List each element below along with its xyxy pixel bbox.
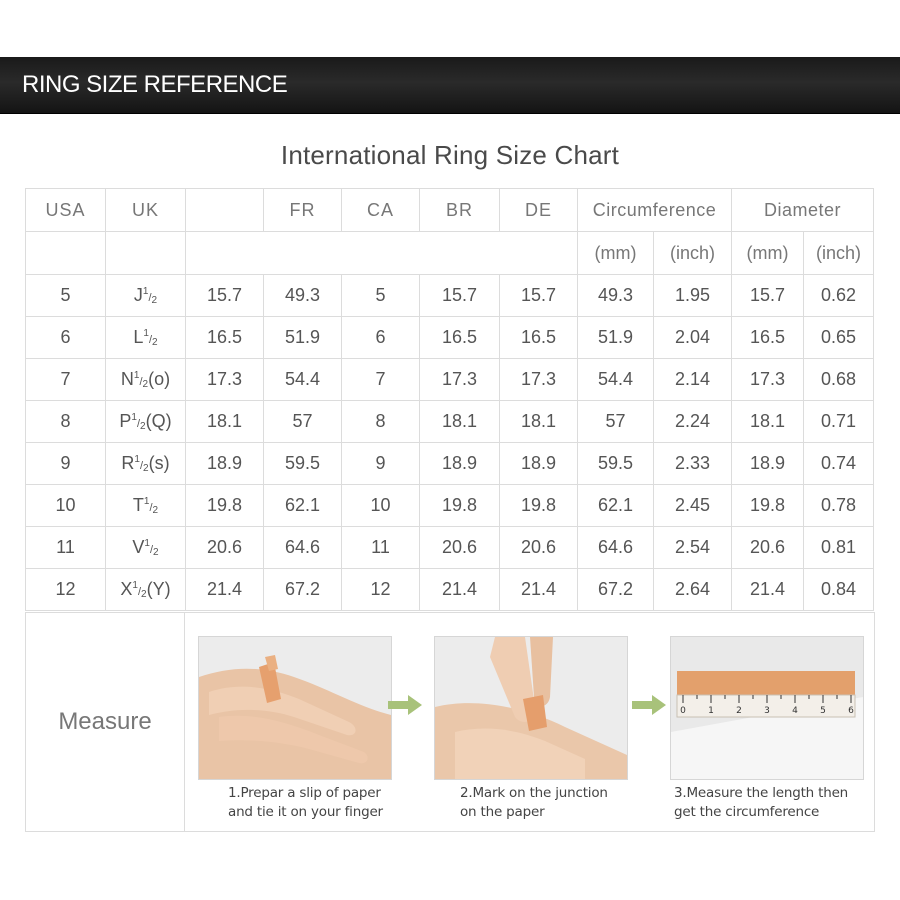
- uk-size-cell: [106, 317, 186, 359]
- dia-mm-unit: (mm): [732, 232, 804, 275]
- uk-letter: R: [121, 453, 135, 473]
- measure-section: [25, 612, 875, 832]
- step-1-line-2: and tie it on your finger: [228, 804, 383, 820]
- step-3-line-2: get the circumference: [674, 804, 820, 820]
- ca-size-cell: 8: [342, 401, 420, 443]
- usa-size-cell: 12: [26, 569, 106, 611]
- header-diameter: Diameter: [732, 189, 874, 232]
- circumference-inch-cell: 2.33: [654, 443, 732, 485]
- uk-fraction-denominator: 2: [151, 295, 158, 306]
- ca-size-cell: 10: [342, 485, 420, 527]
- chart-title: International Ring Size Chart: [280, 140, 620, 170]
- step-3-caption: [674, 784, 848, 822]
- de-size-cell: 19.8: [500, 485, 578, 527]
- ring-size-table: [25, 188, 874, 611]
- table-row: [26, 485, 874, 527]
- de-size-cell: 16.5: [500, 317, 578, 359]
- circumference-inch-cell: 2.14: [654, 359, 732, 401]
- header-banner: [0, 57, 900, 114]
- ruler-digit: 4: [792, 706, 798, 716]
- step-3-line-1: 3.Measure the length then: [674, 785, 849, 801]
- header-ca: CA: [342, 189, 420, 232]
- br-size-cell: 17.3: [420, 359, 500, 401]
- size-value-cell: 19.8: [186, 485, 264, 527]
- diameter-mm-cell: 16.5: [732, 317, 804, 359]
- uk-fraction-numerator: 1: [142, 286, 149, 297]
- uk-size-cell: [106, 401, 186, 443]
- uk-fraction-numerator: 1: [143, 328, 149, 339]
- br-size-cell: 21.4: [420, 569, 500, 611]
- uk-fraction-slash: /: [148, 292, 152, 304]
- diameter-mm-cell: 15.7: [732, 275, 804, 317]
- ruler-digit: 3: [764, 706, 770, 716]
- br-size-cell: 18.1: [420, 401, 500, 443]
- size-value-cell: 20.6: [186, 527, 264, 569]
- br-size-cell: 16.5: [420, 317, 500, 359]
- hand-wrapping-paper-illustration: [199, 637, 391, 779]
- header-blank: [186, 189, 264, 232]
- uk-fraction-numerator: 1: [132, 580, 138, 591]
- table-row: [26, 275, 874, 317]
- size-value-cell: 18.9: [186, 443, 264, 485]
- br-size-cell: 15.7: [420, 275, 500, 317]
- header-uk: UK: [106, 189, 186, 232]
- size-rows: [26, 275, 874, 611]
- uk-alt-size: (Y): [146, 579, 171, 599]
- fr-size-cell: 57: [264, 401, 342, 443]
- uk-fraction-slash: /: [137, 586, 142, 598]
- ca-size-cell: 6: [342, 317, 420, 359]
- fr-size-cell: 62.1: [264, 485, 342, 527]
- circumference-inch-cell: 2.54: [654, 527, 732, 569]
- circumference-mm-cell: 49.3: [578, 275, 654, 317]
- usa-size-cell: 6: [26, 317, 106, 359]
- table-row: [26, 359, 874, 401]
- de-size-cell: 20.6: [500, 527, 578, 569]
- circumference-inch-cell: 2.45: [654, 485, 732, 527]
- uk-size-cell: [106, 569, 186, 611]
- fr-size-cell: 59.5: [264, 443, 342, 485]
- circumference-mm-cell: 64.6: [578, 527, 654, 569]
- fr-size-cell: 67.2: [264, 569, 342, 611]
- unit-row: [26, 232, 874, 275]
- diameter-inch-cell: 0.78: [804, 485, 874, 527]
- de-size-cell: 15.7: [500, 275, 578, 317]
- usa-size-cell: 8: [26, 401, 106, 443]
- header-br: BR: [420, 189, 500, 232]
- br-size-cell: 18.9: [420, 443, 500, 485]
- circumference-mm-cell: 59.5: [578, 443, 654, 485]
- ca-size-cell: 12: [342, 569, 420, 611]
- uk-fraction-denominator: 2: [140, 421, 146, 432]
- uk-fraction-slash: /: [148, 334, 153, 346]
- uk-fraction-slash: /: [149, 502, 153, 514]
- ca-size-cell: 7: [342, 359, 420, 401]
- diameter-mm-cell: 18.1: [732, 401, 804, 443]
- uk-fraction-slash: /: [139, 460, 144, 472]
- ruler-digit: 2: [736, 706, 742, 716]
- table-row: [26, 527, 874, 569]
- usa-size-cell: 5: [26, 275, 106, 317]
- diameter-mm-cell: 18.9: [732, 443, 804, 485]
- table-row: [26, 401, 874, 443]
- ruler-digit: 5: [820, 706, 826, 716]
- uk-letter: N: [120, 369, 134, 389]
- ruler-measuring-paper-photo: [670, 636, 864, 780]
- uk-alt-size: (s): [148, 453, 170, 473]
- circumference-mm-cell: 67.2: [578, 569, 654, 611]
- circ-mm-unit: (mm): [578, 232, 654, 275]
- ca-size-cell: 11: [342, 527, 420, 569]
- header-fr: FR: [264, 189, 342, 232]
- circumference-mm-cell: 51.9: [578, 317, 654, 359]
- diameter-inch-cell: 0.84: [804, 569, 874, 611]
- de-size-cell: 17.3: [500, 359, 578, 401]
- uk-size-cell: [106, 275, 186, 317]
- uk-fraction-numerator: 1: [133, 370, 140, 381]
- size-value-cell: 15.7: [186, 275, 264, 317]
- uk-letter: L: [133, 327, 144, 347]
- uk-fraction-denominator: 2: [152, 337, 158, 348]
- dia-inch-unit: (inch): [804, 232, 874, 275]
- diameter-inch-cell: 0.68: [804, 359, 874, 401]
- uk-fraction-denominator: 2: [141, 589, 147, 600]
- uk-size-cell: [106, 359, 186, 401]
- hand-wrapping-paper-photo: [198, 636, 392, 780]
- circumference-inch-cell: 1.95: [654, 275, 732, 317]
- uk-letter: V: [132, 537, 145, 557]
- ruler-digit: 6: [848, 706, 854, 716]
- uk-fraction-denominator: 2: [142, 379, 149, 390]
- uk-alt-size: (o): [148, 369, 171, 389]
- uk-fraction-slash: /: [149, 544, 154, 556]
- step-2-line-2: on the paper: [460, 804, 545, 820]
- usa-size-cell: 10: [26, 485, 106, 527]
- size-value-cell: 18.1: [186, 401, 264, 443]
- uk-letter: T: [132, 495, 144, 515]
- banner-title: RING SIZE REFERENCE: [22, 71, 288, 98]
- unit-cell-blank: [186, 232, 578, 275]
- circumference-inch-cell: 2.04: [654, 317, 732, 359]
- diameter-inch-cell: 0.65: [804, 317, 874, 359]
- table-row: [26, 317, 874, 359]
- uk-letter: P: [119, 411, 132, 431]
- diameter-inch-cell: 0.74: [804, 443, 874, 485]
- ruler-measuring-illustration: [671, 637, 863, 779]
- uk-letter: X: [120, 579, 133, 599]
- ca-size-cell: 5: [342, 275, 420, 317]
- header-row: [26, 189, 874, 232]
- size-value-cell: 16.5: [186, 317, 264, 359]
- uk-fraction-numerator: 1: [131, 412, 137, 423]
- unit-cell-blank: [106, 232, 186, 275]
- size-value-cell: 17.3: [186, 359, 264, 401]
- header-de: DE: [500, 189, 578, 232]
- arrow-right-icon: [388, 695, 422, 715]
- step-2-caption: [460, 784, 608, 822]
- uk-fraction-denominator: 2: [153, 547, 159, 558]
- uk-fraction-slash: /: [136, 418, 141, 430]
- usa-size-cell: 9: [26, 443, 106, 485]
- uk-fraction-numerator: 1: [134, 454, 140, 465]
- circumference-mm-cell: 62.1: [578, 485, 654, 527]
- uk-size-cell: [106, 527, 186, 569]
- de-size-cell: 18.1: [500, 401, 578, 443]
- usa-size-cell: 7: [26, 359, 106, 401]
- uk-fraction-slash: /: [139, 376, 143, 388]
- diameter-mm-cell: 21.4: [732, 569, 804, 611]
- uk-size-cell: [106, 443, 186, 485]
- arrow-right-icon: [632, 695, 666, 715]
- ca-size-cell: 9: [342, 443, 420, 485]
- fr-size-cell: 49.3: [264, 275, 342, 317]
- step-1-line-1: 1.Prepar a slip of paper: [228, 785, 381, 801]
- diameter-inch-cell: 0.81: [804, 527, 874, 569]
- circumference-inch-cell: 2.64: [654, 569, 732, 611]
- measure-label: Measure: [26, 613, 185, 831]
- fr-size-cell: 64.6: [264, 527, 342, 569]
- de-size-cell: 18.9: [500, 443, 578, 485]
- uk-fraction-numerator: 1: [144, 538, 150, 549]
- size-value-cell: 21.4: [186, 569, 264, 611]
- table-row: [26, 443, 874, 485]
- uk-size-cell: [106, 485, 186, 527]
- diameter-inch-cell: 0.71: [804, 401, 874, 443]
- step-1-caption: [228, 784, 383, 822]
- fr-size-cell: 51.9: [264, 317, 342, 359]
- uk-fraction-denominator: 2: [152, 505, 159, 516]
- diameter-inch-cell: 0.62: [804, 275, 874, 317]
- uk-letter: J: [133, 285, 143, 305]
- unit-cell-blank: [26, 232, 106, 275]
- header-usa: USA: [26, 189, 106, 232]
- step-2-line-1: 2.Mark on the junction: [460, 785, 608, 801]
- diameter-mm-cell: 19.8: [732, 485, 804, 527]
- fr-size-cell: 54.4: [264, 359, 342, 401]
- br-size-cell: 20.6: [420, 527, 500, 569]
- table-row: [26, 569, 874, 611]
- uk-fraction-denominator: 2: [143, 463, 149, 474]
- uk-alt-size: (Q): [145, 411, 172, 431]
- hand-marking-paper-photo: [434, 636, 628, 780]
- diameter-mm-cell: 20.6: [732, 527, 804, 569]
- de-size-cell: 21.4: [500, 569, 578, 611]
- hand-marking-paper-illustration: [435, 637, 627, 779]
- circ-inch-unit: (inch): [654, 232, 732, 275]
- header-circumference: Circumference: [578, 189, 732, 232]
- circumference-mm-cell: 57: [578, 401, 654, 443]
- circumference-mm-cell: 54.4: [578, 359, 654, 401]
- ruler-digit: 1: [708, 706, 714, 716]
- usa-size-cell: 11: [26, 527, 106, 569]
- ruler-digit: 0: [680, 706, 686, 716]
- circumference-inch-cell: 2.24: [654, 401, 732, 443]
- diameter-mm-cell: 17.3: [732, 359, 804, 401]
- br-size-cell: 19.8: [420, 485, 500, 527]
- uk-fraction-numerator: 1: [143, 496, 150, 507]
